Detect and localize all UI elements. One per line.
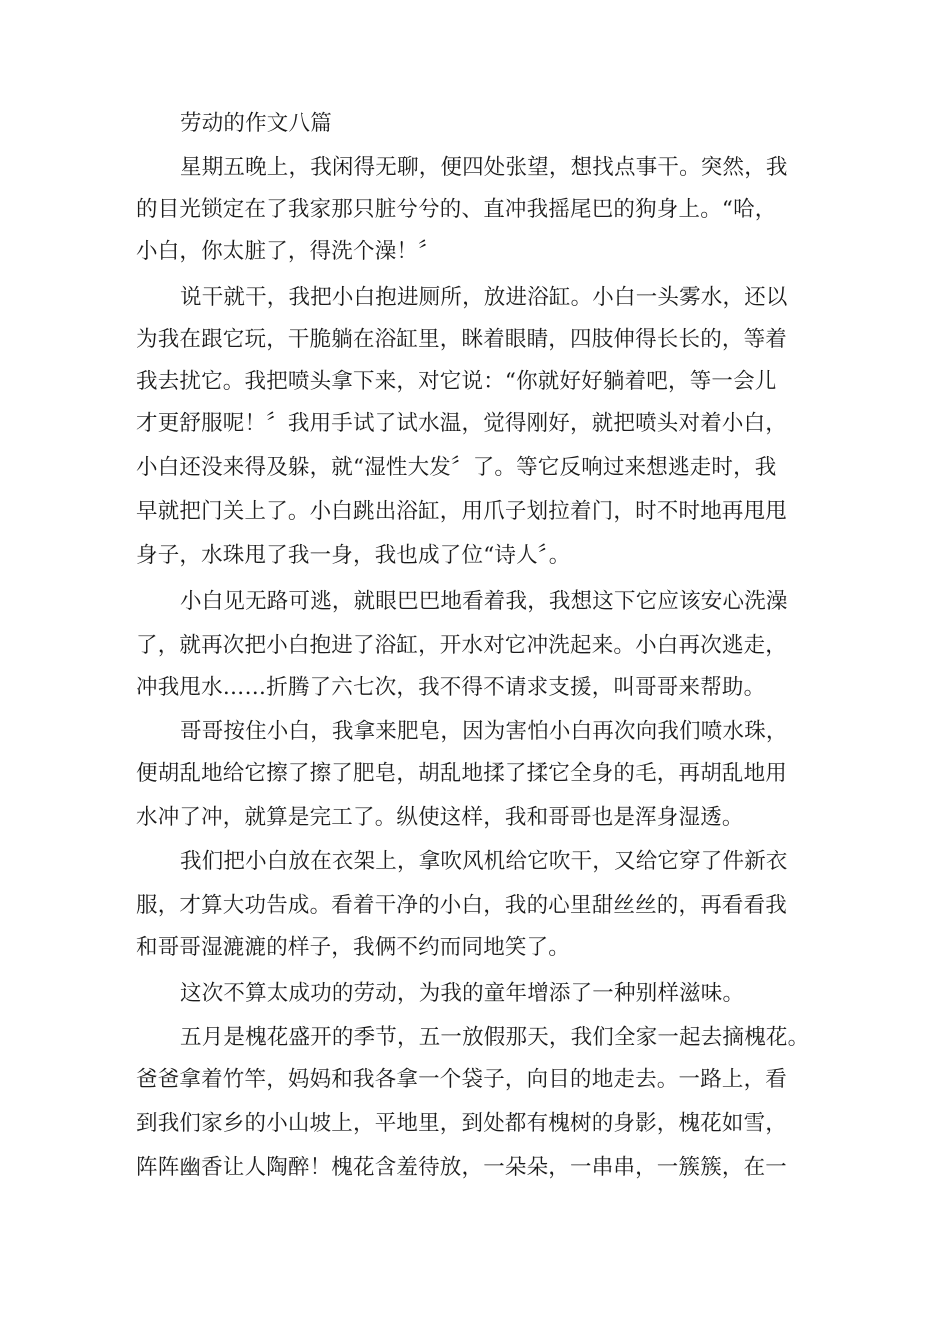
text-line: 说干就干，我把小白抱进厕所，放进浴缸。小白一头雾水，还以 (180, 285, 788, 310)
text-line: 这次不算太成功的劳动，为我的童年增添了一种别样滋味。 (180, 981, 745, 1006)
text-line: 哥哥按住小白，我拿来肥皂，因为害怕小白再次向我们喷水珠， (180, 719, 788, 744)
text-line: 才更舒服呢！〞我用手试了试水温，觉得刚好，就把喷头对着小白， (136, 411, 788, 436)
text-line: 阵阵幽香让人陶醉！槐花含羞待放，一朵朵，一串串，一簇簇，在一 (136, 1155, 788, 1180)
text-line: 到我们家乡的小山坡上，平地里，到处都有槐树的身影，槐花如雪， (136, 1111, 788, 1136)
text-line: 为我在跟它玩，干脆躺在浴缸里，眯着眼睛，四肢伸得长长的，等着 (136, 327, 788, 352)
text-line: 身子，水珠甩了我一身，我也成了位“诗人〞。 (136, 543, 571, 568)
text-line: 五月是槐花盛开的季节，五一放假那天，我们全家一起去摘槐花。 (180, 1025, 810, 1050)
text-line: 冲我甩水……折腾了六七次，我不得不请求支援，叫哥哥来帮助。 (136, 675, 766, 700)
text-line: 小白，你太脏了，得洗个澡！〞 (136, 239, 440, 264)
text-line: 爸爸拿着竹竿，妈妈和我各拿一个袋子，向目的地走去。一路上，看 (136, 1067, 788, 1092)
text-line: 小白还没来得及躲，就“湿性大发〞了。等它反响过来想逃走时，我 (136, 455, 777, 480)
text-line: 了，就再次把小白抱进了浴缸，开水对它冲洗起来。小白再次逃走， (136, 633, 788, 658)
text-line: 的目光锁定在了我家那只脏兮兮的、直冲我摇尾巴的狗身上。“哈， (136, 197, 777, 222)
text-line: 早就把门关上了。小白跳出浴缸，用爪子划拉着门，时不时地再甩甩 (136, 499, 788, 524)
text-line: 便胡乱地给它擦了擦了肥皂，胡乱地揉了揉它全身的毛，再胡乱地用 (136, 761, 788, 786)
document-title: 劳动的作文八篇 (180, 111, 332, 136)
text-line: 星期五晚上，我闲得无聊，便四处张望，想找点事干。突然，我 (180, 155, 788, 180)
text-line: 和哥哥湿漉漉的样子，我俩不约而同地笑了。 (136, 935, 571, 960)
text-line: 服，才算大功告成。看着干净的小白，我的心里甜丝丝的，再看看我 (136, 893, 788, 918)
text-line: 小白见无路可逃，就眼巴巴地看着我，我想这下它应该安心洗澡 (180, 589, 788, 614)
text-line: 水冲了冲，就算是完工了。纵使这样，我和哥哥也是浑身湿透。 (136, 805, 744, 830)
text-line: 我们把小白放在衣架上，拿吹风机给它吹干，又给它穿了件新衣 (180, 849, 788, 874)
text-line: 我去扰它。我把喷头拿下来，对它说：“你就好好躺着吧，等一会儿 (136, 369, 777, 394)
